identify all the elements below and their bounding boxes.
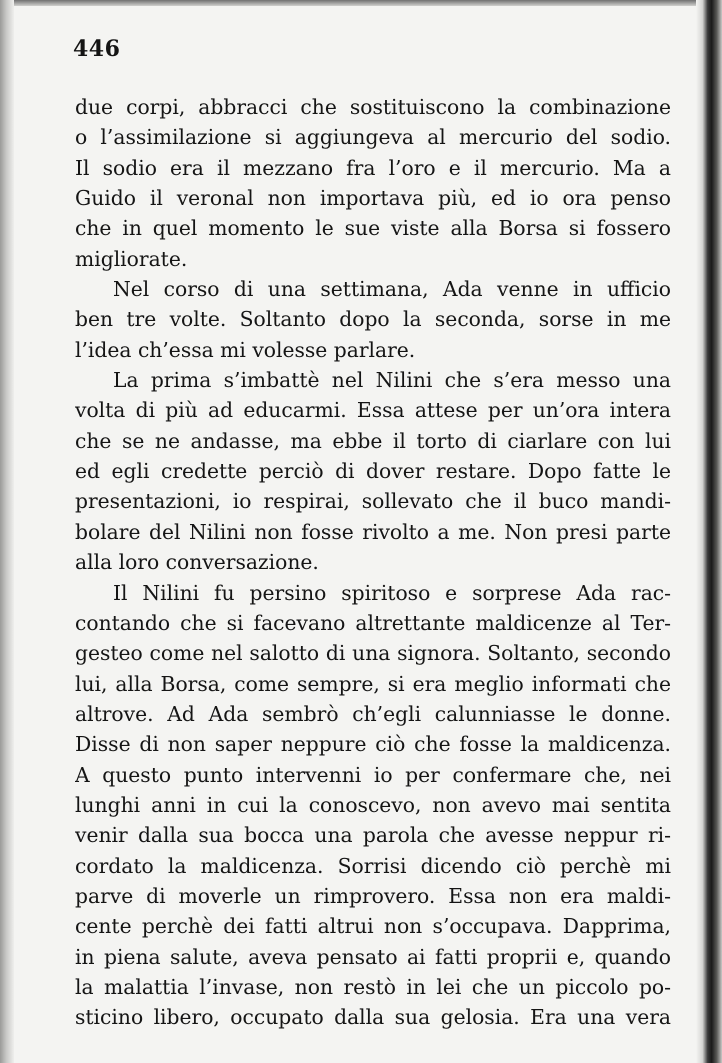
text-line: gesteo come nel salotto di una signora. Soltanto, secondo <box>75 641 671 666</box>
text-line: cordato la maldicenza. Sorrisi dicendo ciò perchè mi <box>75 853 671 878</box>
text-line: in piena salute, aveva pensato ai fatti proprii e, quando <box>75 944 671 969</box>
page-top-edge <box>0 0 722 6</box>
text-line: cente perchè dei fatti altrui non s’occupava. Dapprima, <box>75 914 671 939</box>
text-line: che in quel momento le sue viste alla Borsa si fossero <box>75 216 671 241</box>
text-line: due corpi, abbracci che sostituiscono la combinazione <box>75 95 671 119</box>
text-line: Guido il veronal non importava più, ed io ora penso <box>75 186 671 211</box>
text-line: Nel corso di una settimana, Ada venne in ufficio <box>113 277 671 302</box>
text-line: lui, alla Borsa, come sempre, si era meglio informati che <box>75 671 671 696</box>
text-line: sticino libero, occupato dalla sua gelosia. Era una vera <box>75 1005 671 1030</box>
text-line: Il sodio era il mezzano fra l’oro e il mercurio. Ma a <box>75 155 671 180</box>
spine-shadow <box>0 0 14 1063</box>
text-line: alla loro conversazione. <box>75 550 319 575</box>
text-line: Il Nilini fu persino spiritoso e sorprese Ada rac- <box>113 580 671 605</box>
text-line: Disse di non saper neppure ciò che fosse la maldicenza. <box>75 732 671 757</box>
text-line: ben tre volte. Soltanto dopo la seconda, sorse in me <box>75 307 671 332</box>
text-line: contando che si facevano altrettante maldicenze al Ter- <box>75 610 671 635</box>
text-line: o l’assimilazione si aggiungeva al mercurio del sodio. <box>75 125 671 150</box>
body-text <box>75 92 671 1033</box>
page-number: 446 <box>73 36 121 62</box>
text-line: altrove. Ad Ada sembrò ch’egli calunniasse le donne. <box>75 701 671 726</box>
text-line: La prima s’imbattè nel Nilini che s’era messo una <box>113 368 671 393</box>
text-line: lunghi anni in cui la conoscevo, non avevo mai sentita <box>75 792 671 817</box>
text-line: venir dalla sua bocca una parola che avesse neppur ri- <box>75 823 671 848</box>
text-line: la malattia l’invase, non restò in lei che un piccolo po- <box>75 974 671 999</box>
text-line: che se ne andasse, ma ebbe il torto di ciarlare con lui <box>75 428 671 453</box>
text-line: volta di più ad educarmi. Essa attese per un’ora intera <box>75 398 671 423</box>
page-right-edge <box>696 0 722 1063</box>
text-line: l’idea ch’essa mi volesse parlare. <box>75 337 416 362</box>
text-line: migliorate. <box>75 246 188 271</box>
text-line: parve di moverle un rimprovero. Essa non era maldi- <box>75 883 671 908</box>
text-line: presentazioni, io respirai, sollevato che il buco mandi- <box>75 489 671 514</box>
text-line: bolare del Nilini non fosse rivolto a me. Non presi parte <box>75 519 671 544</box>
text-line: A questo punto intervenni io per confermare che, nei <box>75 762 671 787</box>
text-line: ed egli credette perciò di dover restare. Dopo fatte le <box>75 459 671 484</box>
